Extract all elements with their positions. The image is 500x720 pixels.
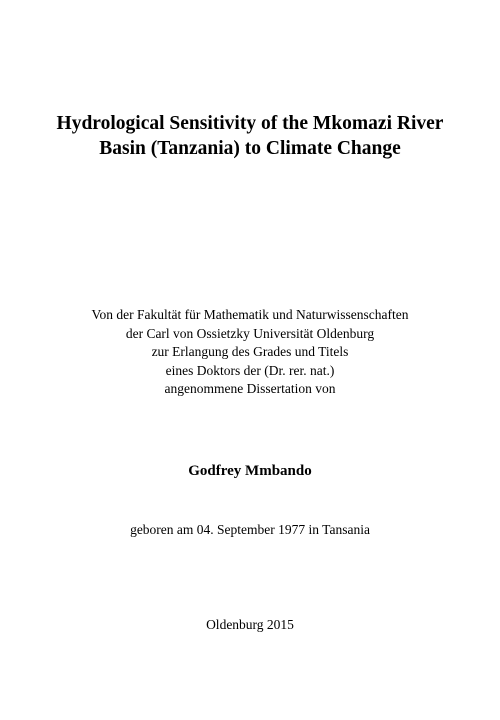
- statement-line-5: angenommene Dissertation von: [164, 381, 336, 396]
- statement-line-1: Von der Fakultät für Mathematik und Naturwissenschaften: [91, 307, 409, 322]
- birth-info: geboren am 04. September 1977 in Tansania: [130, 522, 370, 537]
- statement-line-2: der Carl von Ossietzky Universität Oldenburg: [125, 325, 375, 341]
- statement-line-3: zur Erlangung des Grades und Titels: [151, 344, 349, 359]
- statement-line-4: eines Doktors der (Dr. rer. nat.): [165, 362, 335, 378]
- thesis-title-line-1: Hydrological Sensitivity of the Mkomazi River: [56, 113, 444, 134]
- author-name: Godfrey Mmbando: [188, 463, 312, 479]
- place-and-year: Oldenburg 2015: [206, 617, 294, 632]
- thesis-title: [20, 111, 480, 161]
- thesis-title-line-2: Basin (Tanzania) to Climate Change: [99, 138, 401, 159]
- dissertation-statement: [20, 306, 480, 399]
